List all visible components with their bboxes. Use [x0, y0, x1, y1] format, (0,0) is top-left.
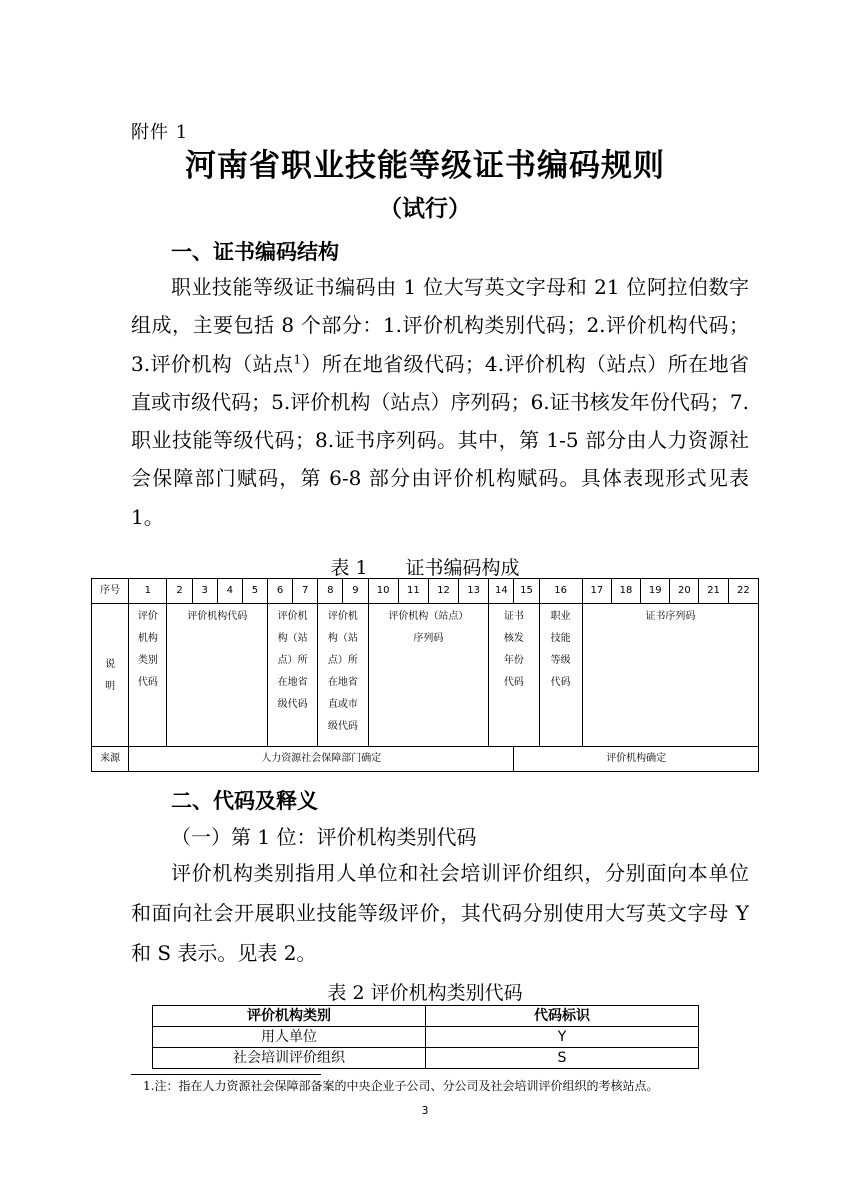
position-cell: 7	[293, 579, 318, 604]
row-label-source: 来源	[92, 747, 129, 772]
table1-row-sequence	[92, 579, 759, 604]
section1-paragraph-part-b: ）所在地省级代码；4.评价机构（站点）所在地省直或市级代码；5.评价机构（站点）序列码；6.证书核发年份代码；7.职业技能等级代码；8.证书序列码。其中，第 1-5 部分由人力资源社会保障部门赋码，第 6-8 部分由评价机构赋码。具体表现形式见表 1。	[131, 351, 749, 529]
footnote-separator	[131, 1074, 321, 1075]
position-cell: 13	[459, 579, 489, 604]
position-cell: 15	[514, 579, 539, 604]
position-cell: 1	[129, 579, 167, 604]
section2-paragraph: 评价机构类别指用人单位和社会培训评价组织，分别面向本单位和面向社会开展职业技能等级评价，其代码分别使用大写英文字母 Y 和 S 表示。见表 2。	[131, 861, 749, 965]
desc-province-code-text: 评价机 构（站 点）所 在地省 级代码	[277, 611, 308, 710]
position-cell: 17	[582, 579, 611, 604]
section1-paragraph	[131, 268, 749, 536]
source-evaluation-org: 评价机构确定	[514, 747, 759, 772]
section2-heading: 二、代码及释义	[171, 789, 318, 813]
position-cell: 9	[343, 579, 368, 604]
footnote: 1.注：指在人力资源社会保障部备案的中央企业子公司、分公司及社会培训评价组织的考核站点。	[143, 1079, 659, 1093]
org-class-code-table	[152, 1005, 699, 1069]
desc-year-code	[489, 604, 539, 747]
section2-subheading: （一）第 1 位：评价机构类别代码	[171, 825, 477, 849]
header-org-class: 评价机构类别	[153, 1006, 426, 1027]
org-class-cell: 用人单位	[153, 1027, 426, 1048]
row-label-description-text: 说 明	[105, 659, 116, 692]
position-cell: 11	[398, 579, 428, 604]
source-hr-department: 人力资源社会保障部门确定	[129, 747, 514, 772]
desc-level-code	[539, 604, 582, 747]
position-cell: 10	[368, 579, 398, 604]
desc-station-serial-text: 评价机构（站点） 序列码	[388, 611, 469, 644]
document-title: 河南省职业技能等级证书编码规则	[185, 148, 665, 184]
table2-header-row	[153, 1006, 699, 1027]
position-cell: 12	[428, 579, 458, 604]
position-cell: 21	[699, 579, 728, 604]
position-cell: 20	[670, 579, 699, 604]
position-cell: 19	[641, 579, 670, 604]
desc-year-code-text: 证书 核发 年份 代码	[503, 611, 524, 688]
desc-station-serial	[368, 604, 489, 747]
position-cell: 2	[167, 579, 192, 604]
section1-heading: 一、证书编码结构	[171, 240, 339, 264]
table-row	[153, 1027, 699, 1048]
table1-row-description	[92, 604, 759, 747]
table2-caption: 表 2 评价机构类别代码	[327, 982, 523, 1004]
desc-level-code-text: 职业 技能 等级 代码	[550, 611, 571, 688]
position-cell: 3	[192, 579, 217, 604]
desc-class-code-text: 评价 机构 类别 代码	[137, 611, 158, 688]
table-row	[153, 1048, 699, 1069]
row-label-sequence: 序号	[92, 579, 129, 604]
code-cell: Y	[426, 1027, 699, 1048]
header-code: 代码标识	[426, 1006, 699, 1027]
table1-row-source	[92, 747, 759, 772]
position-cell: 6	[268, 579, 293, 604]
desc-class-code	[129, 604, 167, 747]
page-number: 3	[421, 1104, 429, 1117]
desc-city-code-text: 评价机 构（站 点）所 在地省 直或市 级代码	[327, 611, 358, 732]
section1-paragraph-part-a: 职业技能等级证书编码由 1 位大写英文字母和 21 位阿拉伯数字组成，主要包括 8 个部分：1.评价机构类别代码；2.评价机构代码；3.评价机构（站点	[131, 275, 749, 376]
desc-city-code	[318, 604, 368, 747]
desc-org-code	[167, 604, 268, 747]
attachment-label: 附件 1	[131, 122, 189, 143]
footnote-marker: 1	[293, 351, 302, 366]
desc-cert-serial-text: 证书序列码	[645, 611, 696, 622]
row-label-description	[92, 604, 129, 747]
position-cell: 4	[217, 579, 242, 604]
position-cell: 5	[242, 579, 267, 604]
code-cell: S	[426, 1048, 699, 1069]
code-structure-table	[91, 578, 759, 772]
table1-caption: 表 1 证书编码构成	[330, 557, 520, 579]
desc-province-code	[268, 604, 318, 747]
document-subtitle: （试行）	[379, 196, 471, 222]
position-cell: 8	[318, 579, 343, 604]
desc-cert-serial	[582, 604, 758, 747]
position-cell: 14	[489, 579, 514, 604]
position-cell: 16	[539, 579, 582, 604]
position-cell: 22	[728, 579, 758, 604]
org-class-cell: 社会培训评价组织	[153, 1048, 426, 1069]
position-cell: 18	[611, 579, 640, 604]
desc-org-code-text: 评价机构代码	[187, 611, 248, 622]
